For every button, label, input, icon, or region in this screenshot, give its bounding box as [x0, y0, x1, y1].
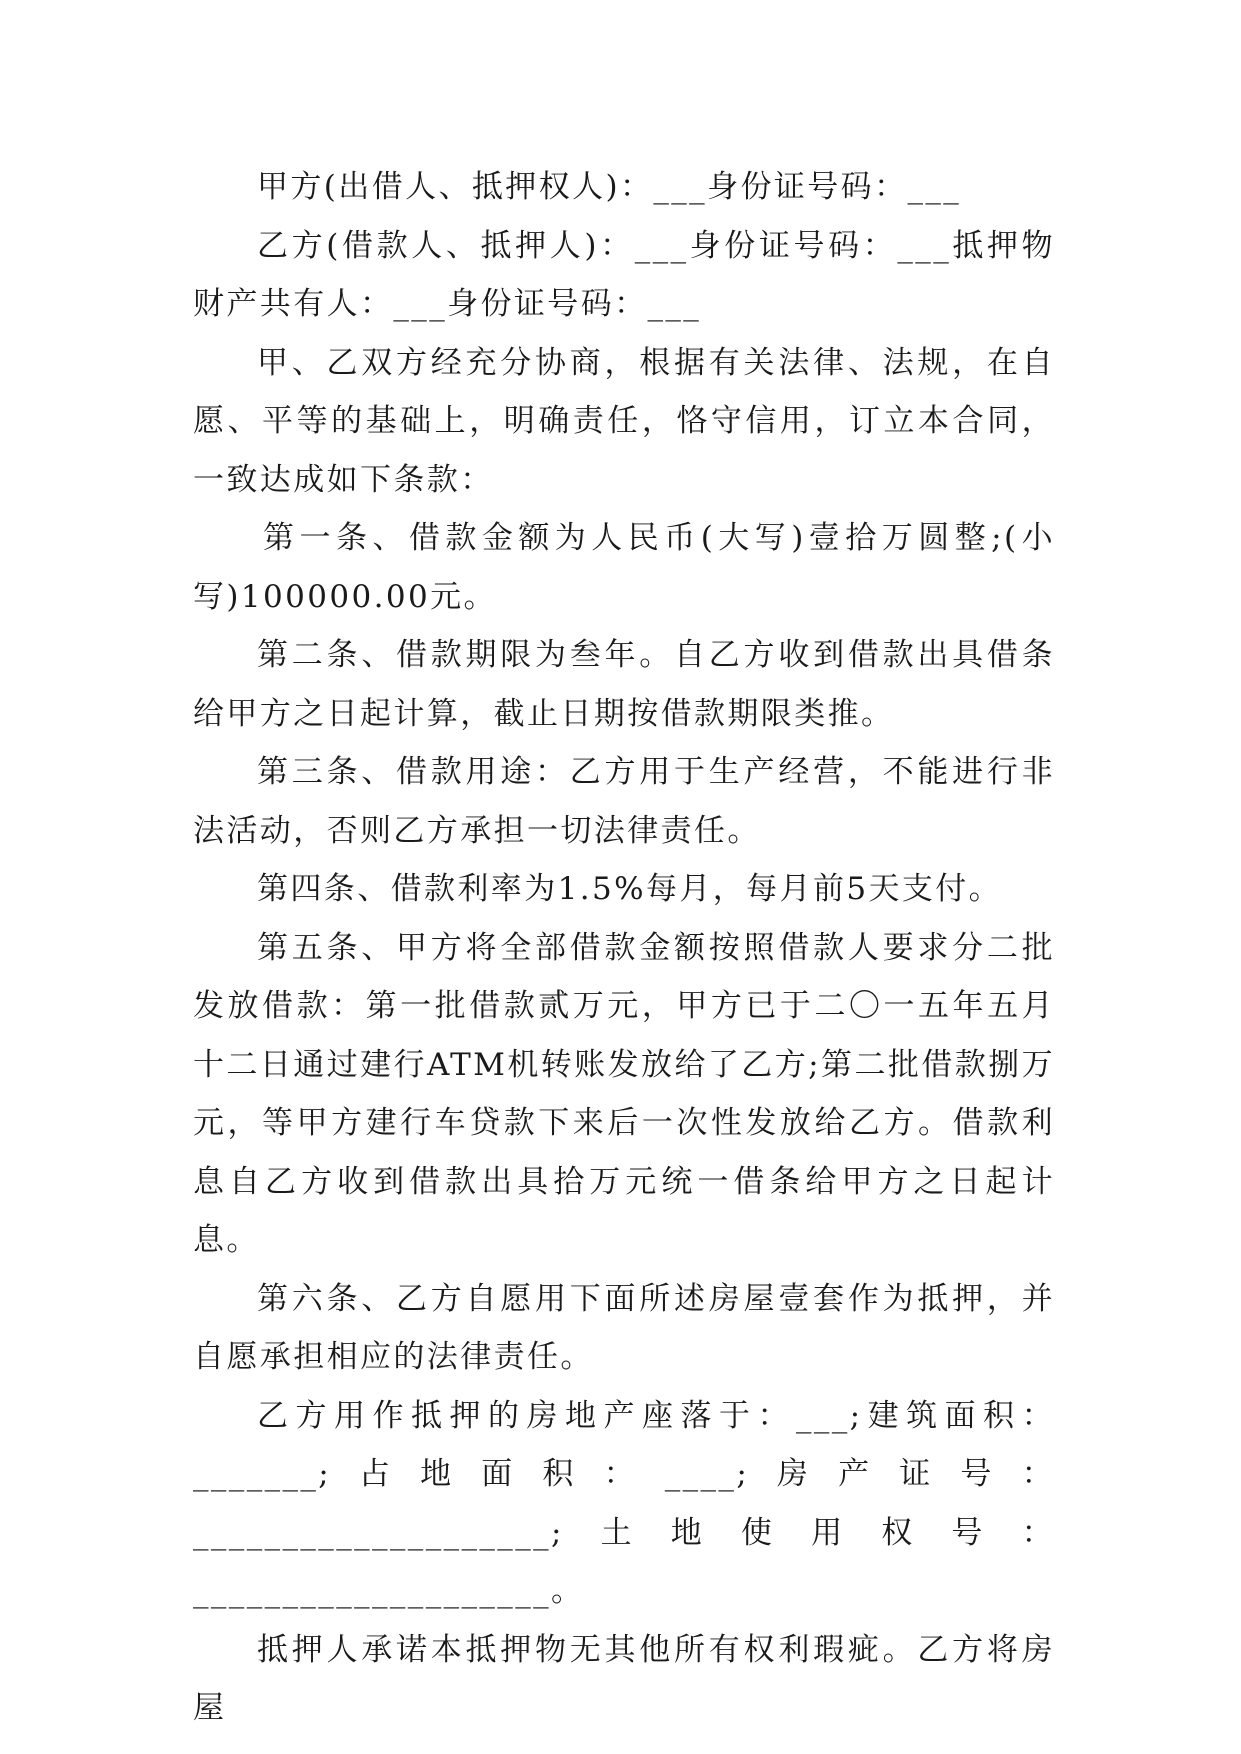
- article-3-paragraph: 第三条、借款用途：乙方用于生产经营，不能进行非法活动，否则乙方承担一切法律责任。: [193, 754, 1055, 849]
- article-1-paragraph: 第一条、借款金额为人民币(大写)壹拾万圆整;(小写)100000.00元。: [193, 520, 1055, 615]
- preamble-paragraph: 甲、乙双方经充分协商，根据有关法律、法规，在自愿、平等的基础上，明确责任，恪守信用，订立本合同，一致达成如下条款：: [193, 344, 1055, 498]
- party-b-paragraph: 乙方(借款人、抵押人)：___身份证号码：___抵押物财产共有人：___身份证号码：___: [193, 227, 1055, 322]
- article-2-paragraph: 第二条、借款期限为叁年。自乙方收到借款出具借条给甲方之日起计算，截止日期按借款期限类推。: [193, 637, 1055, 732]
- article-5-paragraph: 第五条、甲方将全部借款金额按照借款人要求分二批发放借款：第一批借款贰万元，甲方已于二〇一五年五月十二日通过建行ATM机转账发放给了乙方;第二批借款捌万元，等甲方建行车贷款下来后一次性发放给乙方。借款利息自乙方收到借款出具拾万元统一借条给甲方之日起计息。: [193, 929, 1055, 1258]
- mortgagor-promise-paragraph: 抵押人承诺本抵押物无其他所有权利瑕疵。乙方将房屋: [193, 1631, 1055, 1726]
- contract-body: [193, 158, 1055, 1738]
- party-a-paragraph: 甲方(出借人、抵押权人)：___身份证号码：___: [257, 169, 962, 205]
- property-details-paragraph: 乙方用作抵押的房地产座落于：___;建筑面积：_______;占地面积：____;房产证号：____________________;土地使用权号：____________________。: [193, 1397, 1055, 1609]
- article-4-paragraph: 第四条、借款利率为1.5%每月，每月前5天支付。: [257, 871, 1003, 907]
- article-6-paragraph: 第六条、乙方自愿用下面所述房屋壹套作为抵押，并自愿承担相应的法律责任。: [193, 1280, 1055, 1375]
